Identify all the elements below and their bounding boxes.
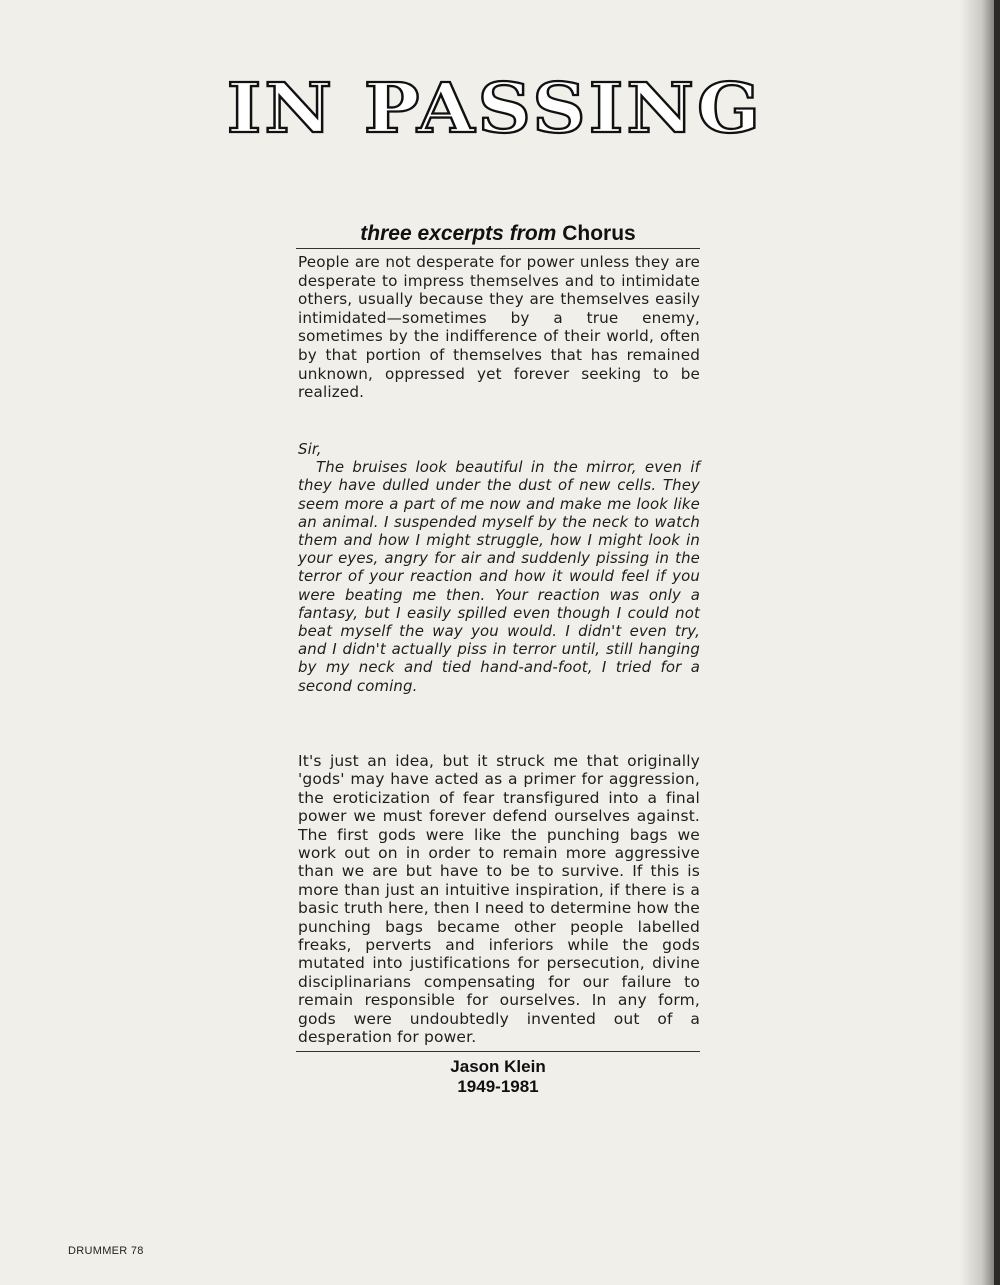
page-title: IN PASSING: [226, 69, 764, 149]
closing-rule: [296, 1051, 700, 1052]
author-years: 1949-1981: [457, 1077, 539, 1096]
author-name: Jason Klein: [450, 1057, 546, 1076]
subtitle-rule: [296, 248, 700, 249]
excerpt-3: It's just an idea, but it struck me that originally 'gods' may have acted as a primer for aggression, the eroticization of fear transfigured into a final power we must forever defend ourselves against. The first gods were like the punching bags we work out on in order to remain more aggressive than we are but have to be to survive. If this is more than just an intuitive inspiration, if there is a basic truth here, then I need to determine how the punching bags became other people labelled freaks, perverts and inferiors while the gods mutated into justifications for persecution, divine disciplinarians compensating for our failure to remain responsible for ourselves. In any form, gods were undoubtedly invented out of a desperation for power.: [298, 752, 700, 1047]
subtitle-italic: three excerpts from: [360, 222, 557, 245]
banner: [0, 69, 990, 149]
excerpt-1: People are not desperate for power unless they are desperate to impress themselves and to intimidate others, usually because they are themselves easily intimidated—sometimes by a true enemy, sometimes by the indifference of their world, often by that portion of themselves that has remained unknown, oppressed yet forever seeking to be realized.: [298, 253, 700, 402]
subtitle-bold: Chorus: [562, 222, 636, 245]
page-edge: [994, 0, 1000, 1285]
page-folio: DRUMMER 78: [68, 1245, 144, 1257]
excerpt-2: [298, 440, 700, 695]
author-block: [296, 1057, 700, 1097]
excerpt-2-salutation: Sir,: [298, 440, 322, 458]
excerpt-2-body: The bruises look beautiful in the mirror, even if they have dulled under the dust of new cells. They seem more a part of me now and make me look like an animal. I suspended myself by the neck to watch them and how I might struggle, how I might look in your eyes, angry for air and suddenly pissing in the terror of your reaction and how it would feel if you were beating me then. Your reaction was only a fantasy, but I easily spilled even though I could not beat myself the way you would. I didn't even try, and I didn't actually piss in terror until, still hanging by my neck and tied hand-and-foot, I tried for a second coming.: [298, 458, 700, 695]
article-subtitle: [296, 222, 700, 246]
